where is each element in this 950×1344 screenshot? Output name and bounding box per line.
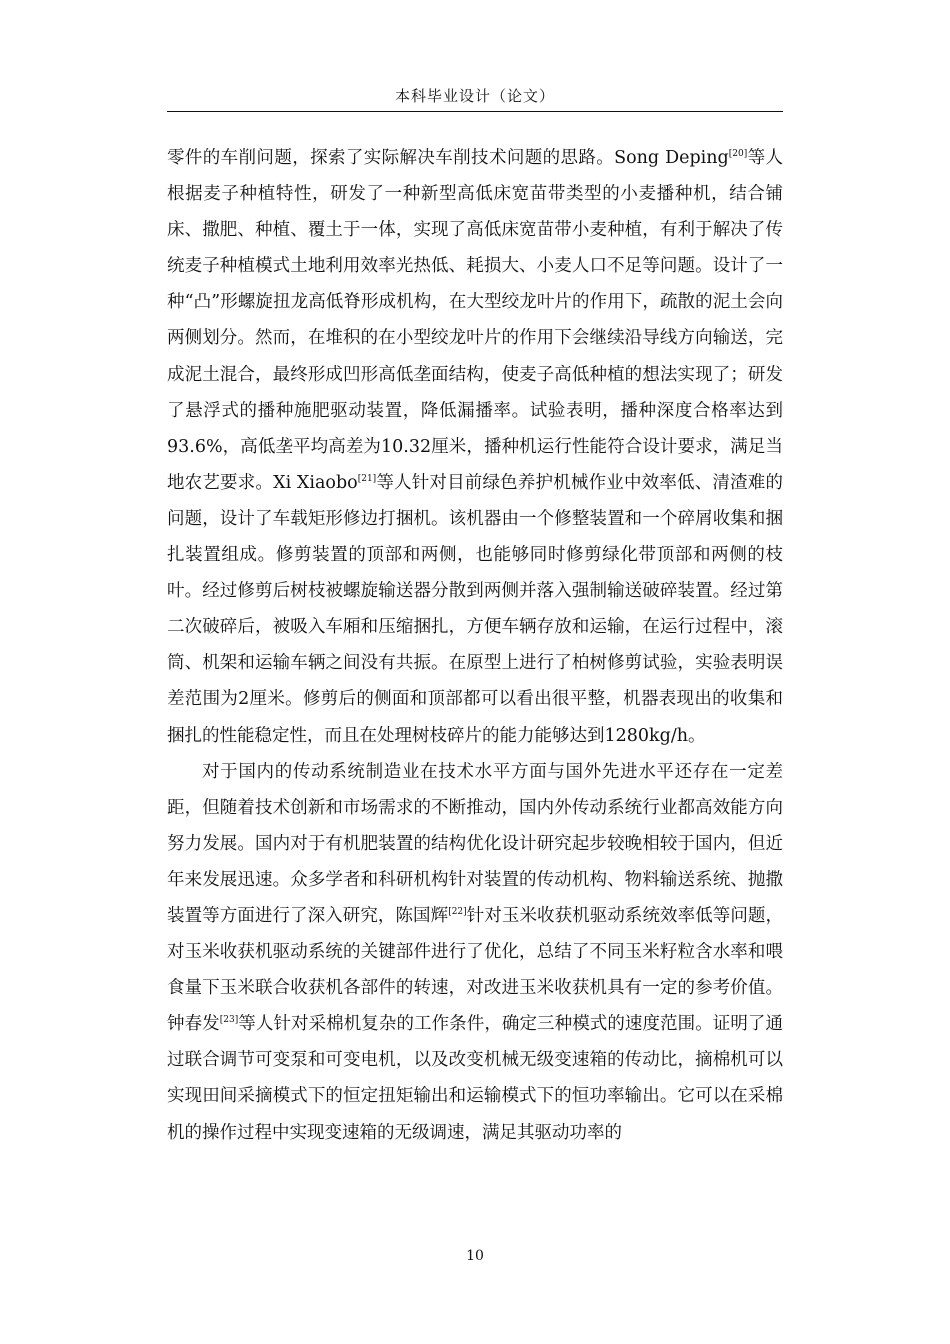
citation-marker: [21]	[357, 474, 377, 485]
citation-marker: [20]	[728, 149, 748, 160]
paragraph-text: 零件的车削问题，探索了实际解决车削技术问题的思路。Song Deping	[167, 148, 729, 168]
header-rule	[167, 111, 783, 112]
body-text	[167, 140, 783, 1151]
citation-marker: [23]	[219, 1015, 239, 1026]
running-header: 本科毕业设计（论文）	[394, 87, 555, 105]
paragraph-text: 等人根据麦子种植特性，研发了一种新型高低床宽苗带类型的小麦播种机，结合铺床、撒肥、种植、覆土于一体，实现了高低床宽苗带小麦种植，有利于解决了传统麦子种植模式土地利用效率光热低、耗损大、小麦人口不足等问题。设计了一种“凸”形螺旋扭龙高低脊形成机构，在大型绞龙叶片的作用下，疏散的泥土会向两侧划分。然而，在堆积的在小型绞龙叶片的作用下会继续沿导线方向输送，完成泥土混合，最终形成凹形高低垄面结构，使麦子高低种植的想法实现了；研发了悬浮式的播种施肥驱动装置，降低漏播率。试验表明，播种深度合格率达到93.6%，高低垄平均高差为10.32厘米，播种机运行性能符合设计要求，满足当地农艺要求。Xi Xiaobo	[167, 148, 784, 493]
paragraph-text: 对于国内的传动系统制造业在技术水平方面与国外先进水平还存在一定差距，但随着技术创新和市场需求的不断推动，国内外传动系统行业都高效能方向努力发展。国内对于有机肥装置的结构优化设计研究起步较晚相较于国内，但近年来发展迅速。众多学者和科研机构针对装置的传动机构、物料输送系统、抛撒装置等方面进行了深入研究，陈国辉	[167, 761, 783, 926]
paragraph-text: 针对玉米收获机驱动系统效率低等问题，对玉米收获机驱动系统的关键部件进行了优化，总结了不同玉米籽粒含水率和喂食量下玉米联合收获机各部件的转速，对改进玉米收获机具有一定的参考价值。钟春发	[167, 905, 784, 1035]
paragraph-text: 等人针对采棉机复杂的工作条件，确定三种模式的速度范围。证明了通过联合调节可变泵和可变电机，以及改变机械无级变速箱的传动比，摘棉机可以实现田间采摘模式下的恒定扭矩输出和运输模式下的恒功率输出。它可以在采棉机的操作过程中实现变速箱的无级调速，满足其驱动功率的	[167, 1014, 784, 1143]
citation-marker: [22]	[448, 907, 467, 918]
paragraph-text: 等人针对目前绿色养护机械作业中效率低、清渣难的问题，设计了车载矩形修边打捆机。该机器由一个修整装置和一个碎屑收集和捆扎装置组成。修剪装置的顶部和两侧，也能够同时修剪绿化带顶部和两侧的枝叶。经过修剪后树枝被螺旋输送器分散到两侧并落入强制输送破碎装置。经过第二次破碎后，被吸入车厢和压缩捆扎，方便车辆存放和运输，在运行过程中，滚筒、机架和运输车辆之间没有共振。在原型上进行了柏树修剪试验，实验表明误差范围为2厘米。修剪后的侧面和顶部都可以看出很平整，机器表现出的收集和捆扎的性能稳定性，而且在处理树枝碎片的能力能够达到1280kg/h。	[167, 472, 783, 746]
paragraph	[167, 140, 783, 754]
page-number: 10	[466, 1248, 484, 1264]
paragraph	[167, 754, 783, 1151]
